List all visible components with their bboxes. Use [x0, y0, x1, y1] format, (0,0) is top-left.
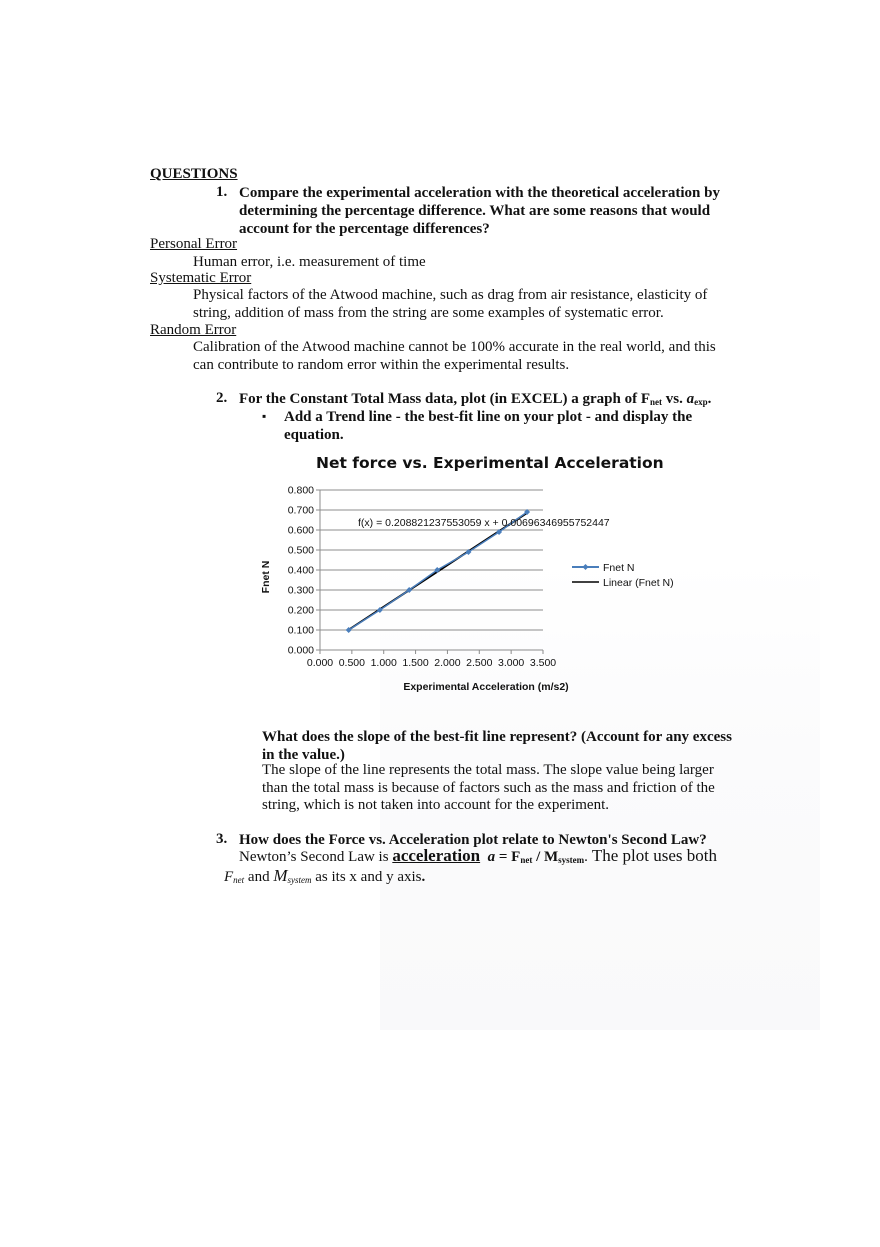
q2-bullet-text	[284, 408, 692, 444]
q1-line: determining the percentage difference. What are some reasons that would	[239, 203, 711, 219]
q3-question: How does the Force vs. Acceleration plot relate to Newton's Second Law?	[239, 832, 707, 848]
q2-a-symbol: a	[686, 391, 695, 407]
q2-bullet-line: equation.	[284, 427, 344, 443]
random-error-label: Random Error	[150, 322, 237, 338]
square-bullet-icon: ▪	[262, 409, 267, 423]
x-tick-label: 0.000	[306, 657, 334, 669]
systematic-error-label: Systematic Error	[150, 270, 252, 286]
y-tick-label: 0.800	[287, 484, 314, 497]
q1-line: Compare the experimental acceleration with the theoretical acceleration by	[239, 185, 720, 201]
random-line: Calibration of the Atwood machine cannot be 100% accurate in the real world, and this	[193, 339, 716, 355]
y-tick-label: 0.600	[287, 524, 314, 537]
legend-fnet-label: Fnet N	[603, 562, 635, 574]
legend-linear-label: Linear (Fnet N)	[603, 577, 674, 589]
q3-line2-F: F	[224, 869, 234, 885]
q3-ans-eq2: / M	[532, 849, 559, 865]
x-tick-label: 3.000	[498, 657, 525, 669]
q3-line2-rest: as its x and y axis	[311, 869, 422, 885]
systematic-line: Physical factors of the Atwood machine, such as drag from air resistance, elasticity of	[193, 287, 708, 303]
chart-grid	[320, 490, 543, 630]
q3-ans-sub-system: system	[558, 855, 585, 865]
q2-number: 2.	[216, 390, 228, 406]
q3-ans-pre: Newton’s Second Law is	[239, 849, 393, 865]
x-tick-labels	[307, 657, 556, 669]
slope-answer-line: string, which is not taken into account for the experiment.	[262, 797, 609, 813]
q1-text	[239, 184, 720, 238]
q3-ans-end1: .	[584, 849, 588, 865]
chart-title: Net force vs. Experimental Acceleration	[316, 454, 664, 472]
q3-ans-sub-net: net	[520, 855, 533, 865]
q2-sub-exp: exp	[694, 397, 708, 407]
q3-line2-end: .	[421, 869, 426, 885]
q3-number: 3.	[216, 831, 228, 847]
q2-text-mid: vs.	[662, 391, 687, 407]
slope-answer-line: The slope of the line represents the total mass. The slope value being larger	[262, 762, 714, 778]
slope-question-line: in the value.)	[262, 747, 345, 763]
y-tick-label: 0.000	[287, 644, 314, 657]
systematic-error-text	[193, 287, 707, 322]
q3-line2-and: and	[244, 869, 274, 885]
q2-sub-net: net	[650, 397, 663, 407]
x-tick-label: 2.000	[434, 657, 461, 669]
slope-question-line: What does the slope of the best-fit line represent? (Account for any excess	[262, 729, 732, 745]
q3-ans-eq1: = F	[495, 849, 521, 865]
x-tick-label: 3.500	[529, 657, 557, 669]
personal-error-text: Human error, i.e. measurement of time	[193, 254, 426, 270]
slope-question	[262, 728, 732, 764]
q2-bullet-line: Add a Trend line - the best-fit line on your plot - and display the	[284, 409, 693, 425]
y-axis-label: Fnet N	[260, 560, 272, 594]
personal-error-label: Personal Error	[150, 236, 238, 252]
q3-line2-M: M	[273, 866, 288, 885]
q3-ans-a: a	[487, 849, 496, 865]
q2-text-end: .	[707, 391, 712, 407]
random-line: can contribute to random error within the experimental results.	[193, 356, 570, 373]
trendline-equation: f(x) = 0.208821237553059 x + 0.00696346955752447	[358, 517, 610, 529]
q3-ans-rest: The plot uses both	[587, 846, 717, 865]
q3-line2-sub-net: net	[233, 875, 245, 885]
y-tick-label: 0.400	[287, 564, 314, 577]
legend-fnet-marker	[583, 564, 589, 570]
y-tick-label: 0.700	[287, 504, 314, 517]
x-axis-label: Experimental Acceleration (m/s2)	[403, 681, 569, 693]
questions-heading: QUESTIONS	[150, 166, 238, 182]
q3-line2-sub-system: system	[287, 875, 312, 885]
systematic-line: string, addition of mass from the string are some examples of systematic error.	[193, 304, 664, 321]
slope-answer-line: than the total mass is because of factors such as the mass and friction of the	[262, 779, 715, 796]
q2-text-pre: For the Constant Total Mass data, plot (in EXCEL) a graph of F	[239, 391, 651, 407]
q1-number: 1.	[216, 184, 228, 200]
chart-legend	[572, 562, 674, 589]
x-tick-label: 2.500	[466, 657, 493, 669]
q3-answer-line2	[224, 867, 425, 890]
q3-ans-word: acceleration	[392, 846, 481, 865]
chart	[250, 476, 700, 706]
x-tick-label: 0.500	[338, 657, 365, 669]
y-tick-label: 0.200	[287, 604, 314, 617]
random-error-text	[193, 339, 716, 374]
q1-line: account for the percentage differences?	[239, 221, 490, 237]
y-tick-label: 0.500	[287, 544, 314, 557]
x-tick-label: 1.500	[402, 657, 429, 669]
y-tick-label: 0.100	[287, 624, 314, 637]
x-tick-label: 1.000	[370, 657, 397, 669]
slope-answer	[262, 762, 715, 815]
y-tick-label: 0.300	[287, 584, 314, 597]
y-tick-labels	[288, 485, 314, 657]
